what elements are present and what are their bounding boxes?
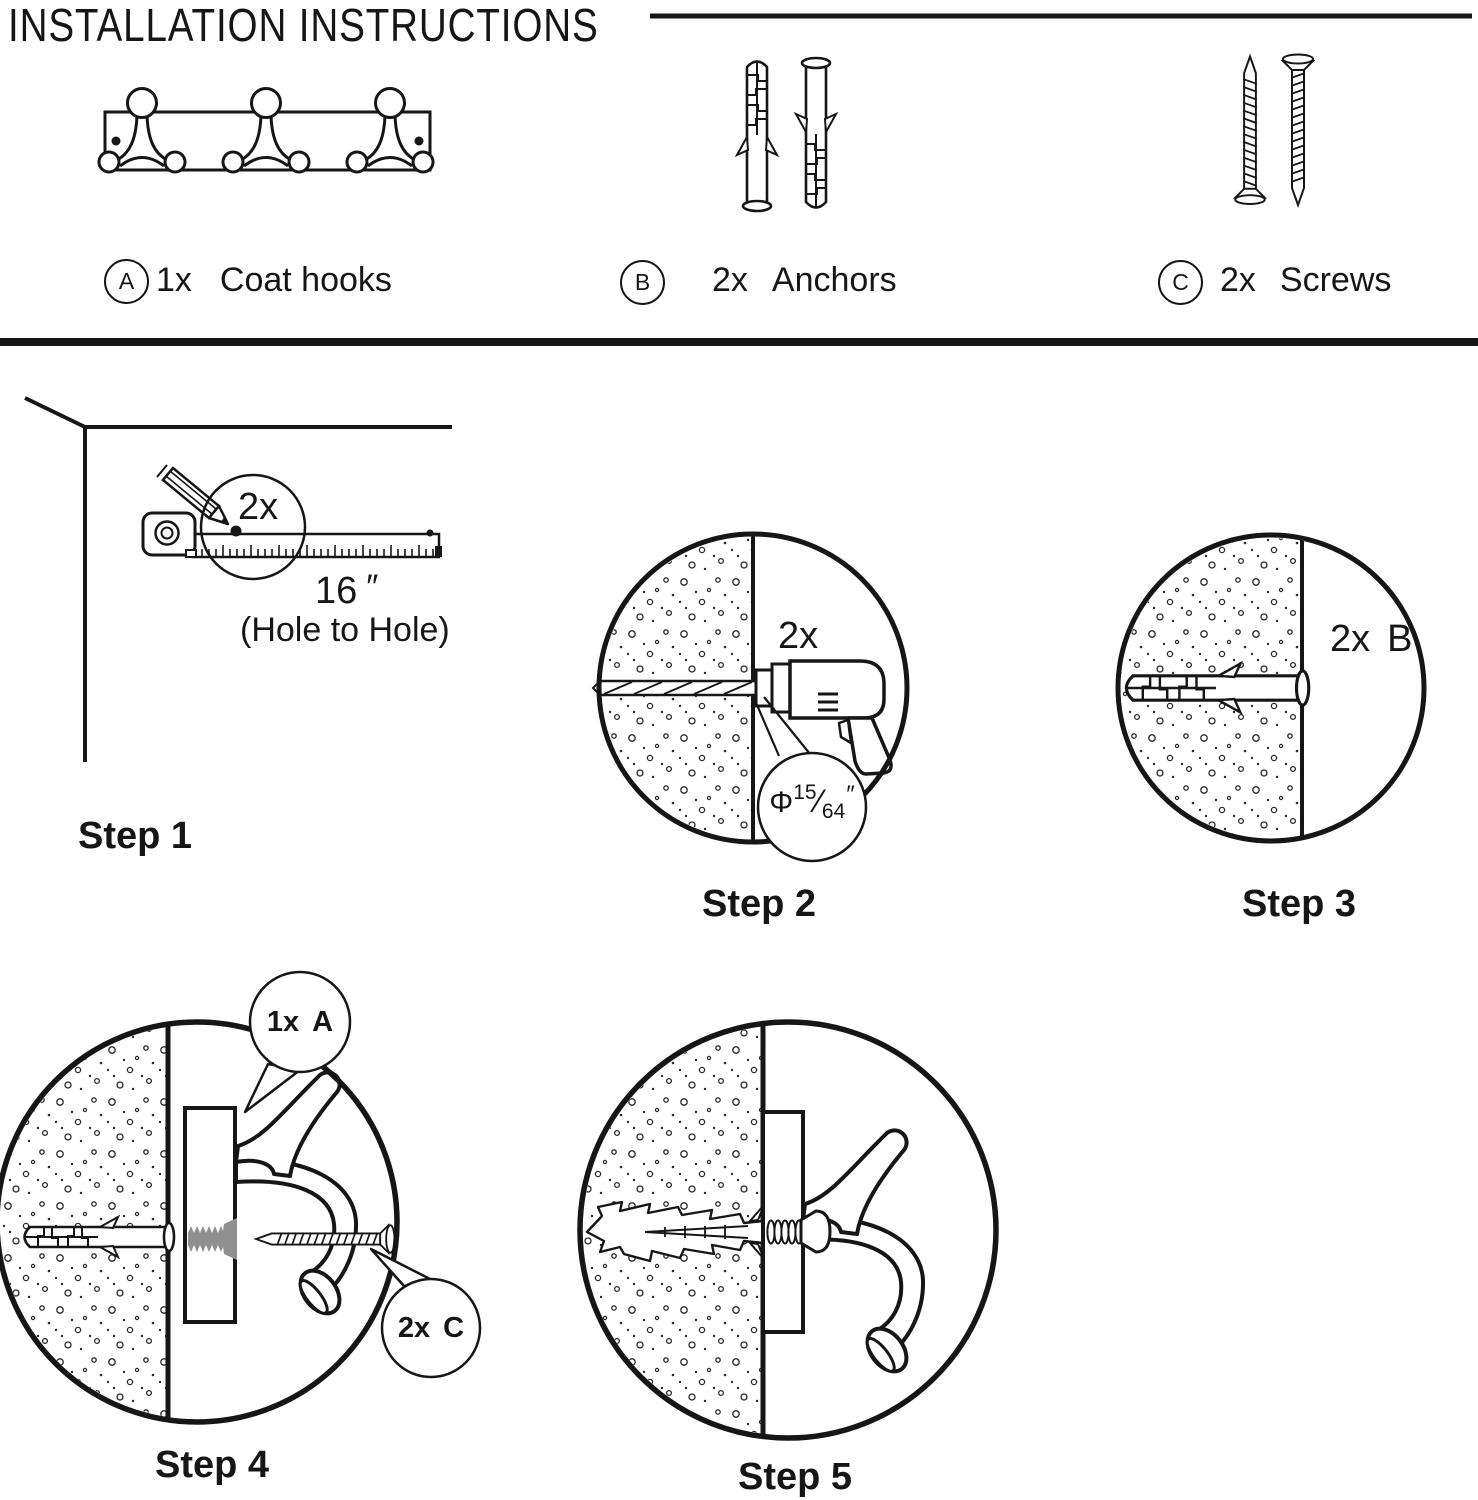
step3-part-ref: B xyxy=(1387,618,1413,660)
drill-diameter-callout xyxy=(760,781,864,823)
step5-label: Step 5 xyxy=(738,1456,853,1498)
step1-label: Step 1 xyxy=(78,815,193,857)
part-a-badge xyxy=(104,259,149,304)
part-a-letter: A xyxy=(118,268,135,294)
page-title: INSTALLATION INSTRUCTIONS xyxy=(8,0,599,51)
distance-value: 16 xyxy=(315,570,358,612)
part-b-name: Anchors xyxy=(771,261,897,299)
part-b-badge xyxy=(620,260,665,305)
floating-screw-icon xyxy=(256,1225,394,1253)
fraction-slash: ⁄ xyxy=(816,783,822,819)
step3-callout xyxy=(1330,620,1413,658)
anchor-icon xyxy=(737,61,777,211)
screw-icon xyxy=(1235,57,1264,204)
step4-hook-callout xyxy=(250,1008,350,1037)
hook-board-drawing xyxy=(185,1108,235,1322)
section-divider xyxy=(0,338,1478,346)
hook-callout-qty: 1x xyxy=(266,1006,300,1038)
part-a-label xyxy=(156,263,392,297)
screws-drawing xyxy=(1235,55,1313,206)
step2-label: Step 2 xyxy=(702,883,817,925)
step3-drawing xyxy=(1118,535,1424,841)
part-c-badge xyxy=(1158,260,1203,305)
part-b-qty: 2x xyxy=(712,261,748,299)
part-b-letter: B xyxy=(634,269,651,295)
tape-measure-icon xyxy=(143,513,442,557)
coat-hook-side-drawing xyxy=(236,1072,356,1320)
part-c-letter: C xyxy=(1172,269,1189,295)
part-a-name: Coat hooks xyxy=(219,261,392,299)
diameter-unit: ″ xyxy=(846,781,855,808)
part-b-label xyxy=(712,263,897,297)
wall-texture xyxy=(0,1022,168,1422)
screw-icon xyxy=(1283,55,1313,206)
anchor-icon xyxy=(796,58,836,208)
hole-mark-dot xyxy=(427,530,434,537)
step1-mark-count: 2x xyxy=(238,486,279,528)
step3-label: Step 3 xyxy=(1242,883,1357,925)
step1-note: (Hole to Hole) xyxy=(240,611,450,649)
part-a-qty: 1x xyxy=(156,261,192,299)
step1-drawing xyxy=(25,398,452,762)
screw-callout-ref: C xyxy=(443,1312,465,1344)
part-c-label xyxy=(1220,263,1391,297)
hook-callout-ref: A xyxy=(312,1006,334,1038)
anchors-drawing xyxy=(737,58,836,211)
diameter-numerator: 15 xyxy=(793,781,817,804)
drill-bit-icon xyxy=(593,681,756,695)
coat-hooks-drawing xyxy=(99,89,433,173)
diameter-denominator: 64 xyxy=(821,800,846,823)
step5-drawing xyxy=(580,1022,996,1438)
part-c-qty: 2x xyxy=(1220,261,1256,299)
step3-qty: 2x xyxy=(1330,618,1371,660)
distance-unit: ″ xyxy=(366,568,379,606)
step4-screw-callout xyxy=(381,1314,481,1343)
step4-label: Step 4 xyxy=(155,1444,270,1486)
wall-corner-drawing xyxy=(25,398,452,762)
step1-distance xyxy=(315,568,379,612)
step4-drawing xyxy=(0,972,480,1422)
coat-hook-side-drawing xyxy=(803,1130,923,1378)
step2-count: 2x xyxy=(778,615,819,657)
diameter-symbol: Φ xyxy=(769,786,794,819)
screw-callout-qty: 2x xyxy=(397,1312,431,1344)
part-c-name: Screws xyxy=(1279,261,1392,299)
